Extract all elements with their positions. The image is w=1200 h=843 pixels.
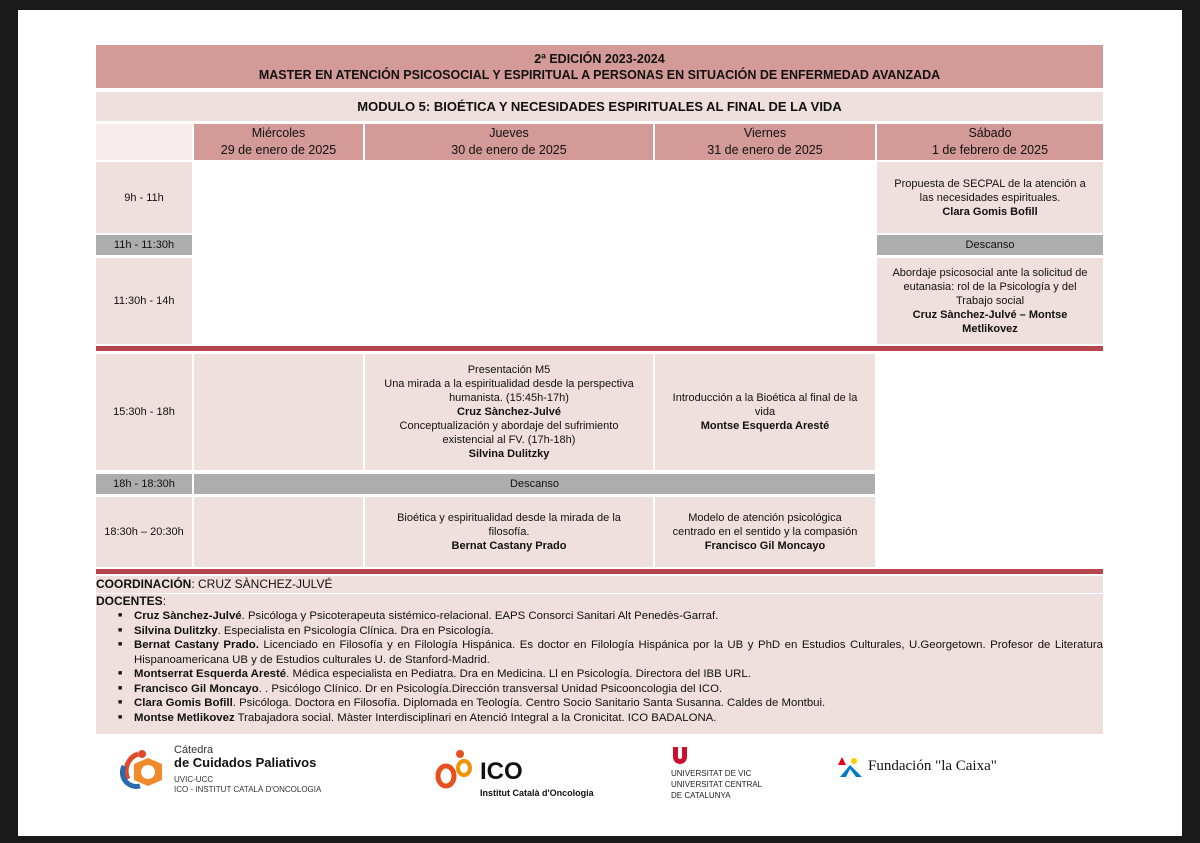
teacher-desc: . . Psicólogo Clínico. Dr en Psicología.Dirección transversal Unidad Psicooncologia del ICO. bbox=[258, 682, 723, 695]
teacher-desc: . Médica especialista en Pediatra. Dra en Medicina. Ll en Psicología. Directora del IBB URL. bbox=[286, 668, 751, 680]
list-item bbox=[118, 682, 1103, 697]
day-date: 29 de enero de 2025 bbox=[220, 143, 337, 157]
teacher-desc: . Psicóloga. Doctora en Filosofía. Diplomada en Teología. Centro Socio Sanitario Santa Susanna. Caldes de Montbui. bbox=[232, 697, 826, 709]
session-compasion bbox=[655, 497, 875, 567]
time-cell bbox=[96, 258, 192, 344]
edition-title: 2ª EDICIÓN 2023-2024 bbox=[534, 51, 665, 66]
session-speaker: Silvina Dulitzky bbox=[468, 448, 550, 460]
teacher-name: Montse Metlikovez bbox=[134, 711, 235, 724]
teachers-heading bbox=[96, 594, 166, 609]
teacher-name: Silvina Dulitzky bbox=[134, 624, 218, 637]
master-title: MASTER EN ATENCIÓN PSICOSOCIAL Y ESPIRITUAL A PERSONAS EN SITUACIÓN DE ENFERMEDAD AVANZADA bbox=[258, 67, 941, 82]
day-name: Viernes bbox=[743, 126, 787, 140]
time-label: 15:30h - 18h bbox=[113, 406, 175, 418]
teacher-name: Francisco Gil Moncayo bbox=[134, 682, 259, 695]
teacher-desc: . Especialista en Psicología Clínica. Dra en Psicología. bbox=[217, 624, 494, 637]
session-text: Una mirada a la espiritualidad desde la perspectiva humanista. (15:45h-17h) bbox=[384, 378, 634, 404]
session-speaker: Cruz Sànchez-Julvé – Montse Metlikovez bbox=[912, 309, 1068, 335]
day-header-wednesday bbox=[194, 124, 363, 160]
module-title: MODULO 5: BIOÉTICA Y NECESIDADES ESPIRITUALES AL FINAL DE LA VIDA bbox=[357, 98, 842, 114]
teacher-name: Bernat Castany Prado. bbox=[134, 639, 259, 651]
uvic-line3: DE CATALUNYA bbox=[671, 791, 731, 800]
session-bioetica bbox=[655, 354, 875, 470]
catedra-sub1: UVIC-UCC bbox=[174, 775, 214, 784]
teachers-label: DOCENTES bbox=[96, 594, 163, 608]
empty-cell bbox=[194, 354, 363, 470]
time-label: 11h - 11:30h bbox=[113, 239, 175, 251]
footer-divider bbox=[96, 569, 1103, 574]
list-item bbox=[118, 711, 1103, 726]
ico-wordmark: ICO bbox=[480, 758, 523, 785]
time-label: 9h - 11h bbox=[124, 191, 164, 204]
coordination-value: : CRUZ SÀNCHEZ-JULVÉ bbox=[191, 577, 333, 591]
day-date: 1 de febrero de 2025 bbox=[931, 143, 1049, 157]
time-label: 18h - 18:30h bbox=[113, 478, 175, 490]
list-item bbox=[118, 696, 1103, 711]
session-speaker: Francisco Gil Moncayo bbox=[704, 540, 826, 552]
session-filosofia bbox=[365, 497, 653, 567]
list-item bbox=[118, 609, 1103, 624]
uvic-logo-icon bbox=[671, 745, 689, 765]
uvic-line2: UNIVERSITAT CENTRAL bbox=[671, 780, 763, 789]
teachers-block bbox=[96, 594, 1103, 734]
module-band bbox=[96, 92, 1103, 121]
time-cell bbox=[96, 474, 192, 494]
session-speaker: Cruz Sànchez-Julvé bbox=[457, 406, 561, 418]
catedra-sub2: ICO - INSTITUT CATALÀ D'ONCOLOGIA bbox=[174, 785, 322, 794]
ico-subtitle: Institut Català d'Oncologia bbox=[480, 788, 594, 798]
day-name: Miércoles bbox=[251, 126, 306, 140]
list-item bbox=[118, 667, 1103, 682]
uvic-line1: UNIVERSITAT DE VIC bbox=[671, 769, 752, 778]
teacher-desc: Trabajadora social. Màster Interdisciplinari en Atenció Integral a la Cronicitat. ICO BADALONA. bbox=[234, 711, 717, 724]
teacher-desc: Licenciado en Filosofía y en Filología Hispánica. Es doctor en Filología Hispánica por la UB y PhD en Estudios Culturales, U.Georgetown. Profesor de Literatura Hispanoamericana UB y de Estudios culturales U. de Stanford-Madrid. bbox=[134, 639, 1103, 666]
empty-cell bbox=[194, 497, 363, 567]
catedra-big: de Cuidados Paliativos bbox=[174, 755, 317, 770]
break-saturday bbox=[877, 235, 1103, 255]
session-text: Modelo de atención psicológica centrado en el sentido y la compasión bbox=[672, 512, 858, 538]
session-speaker: Montse Esquerda Aresté bbox=[700, 420, 830, 432]
teacher-name: Cruz Sànchez-Julvé bbox=[134, 610, 242, 622]
session-text: Propuesta de SECPAL de la atención a las necesidades espirituales. bbox=[894, 177, 1086, 204]
session-text: Bioética y espiritualidad desde la mirada de la filosofía. bbox=[397, 512, 621, 538]
ico-logo-icon bbox=[434, 748, 480, 794]
time-label: 11:30h - 14h bbox=[113, 295, 175, 307]
time-cell bbox=[96, 162, 192, 233]
list-item bbox=[118, 624, 1103, 639]
session-text: Conceptualización y abordaje del sufrimiento existencial al FV. (17h-18h) bbox=[399, 420, 619, 446]
day-name: Sábado bbox=[968, 126, 1012, 140]
time-cell bbox=[96, 497, 192, 567]
day-date: 30 de enero de 2025 bbox=[451, 143, 567, 157]
teacher-name: Montserrat Esquerda Aresté bbox=[134, 668, 287, 680]
session-presentacion bbox=[365, 354, 653, 470]
list-item bbox=[118, 638, 1103, 667]
day-header-friday bbox=[655, 124, 875, 160]
session-secpal bbox=[877, 162, 1103, 233]
session-eutanasia bbox=[877, 258, 1103, 344]
session-text: Abordaje psicosocial ante la solicitud de eutanasia: rol de la Psicología y del Trabajo social bbox=[892, 267, 1088, 307]
session-text: Presentación M5 bbox=[467, 364, 551, 376]
lunch-divider bbox=[96, 346, 1103, 351]
caixa-wordmark: Fundación "la Caixa" bbox=[868, 758, 997, 774]
day-name: Jueves bbox=[489, 126, 529, 140]
break-label: Descanso bbox=[965, 239, 1015, 251]
header-band bbox=[96, 45, 1103, 88]
caixa-star-icon bbox=[836, 755, 866, 779]
teacher-desc: . Psicóloga y Psicoterapeuta sistémico-relacional. EAPS Consorci Sanitari Alt Penedès-Garraf. bbox=[241, 610, 719, 622]
session-speaker: Bernat Castany Prado bbox=[451, 540, 567, 552]
session-text: Introducción a la Bioética al final de la vida bbox=[672, 392, 858, 418]
break-label: Descanso bbox=[510, 478, 559, 490]
catedra-logo-icon bbox=[118, 744, 178, 794]
time-cell bbox=[96, 235, 192, 255]
day-header-saturday bbox=[877, 124, 1103, 160]
teachers-suffix: : bbox=[162, 594, 167, 608]
session-speaker: Clara Gomis Bofill bbox=[942, 205, 1038, 218]
coordination-label: COORDINACIÓN bbox=[96, 577, 192, 591]
coordination-line bbox=[96, 576, 1103, 593]
time-cell bbox=[96, 354, 192, 470]
catedra-small: Cátedra bbox=[174, 744, 214, 756]
time-label: 18:30h – 20:30h bbox=[104, 526, 184, 538]
day-date: 31 de enero de 2025 bbox=[707, 143, 823, 157]
break-evening bbox=[194, 474, 875, 494]
corner-cell bbox=[96, 124, 192, 160]
teachers-list bbox=[96, 594, 1103, 725]
teacher-name: Clara Gomis Bofill bbox=[134, 697, 233, 709]
day-header-thursday bbox=[365, 124, 653, 160]
